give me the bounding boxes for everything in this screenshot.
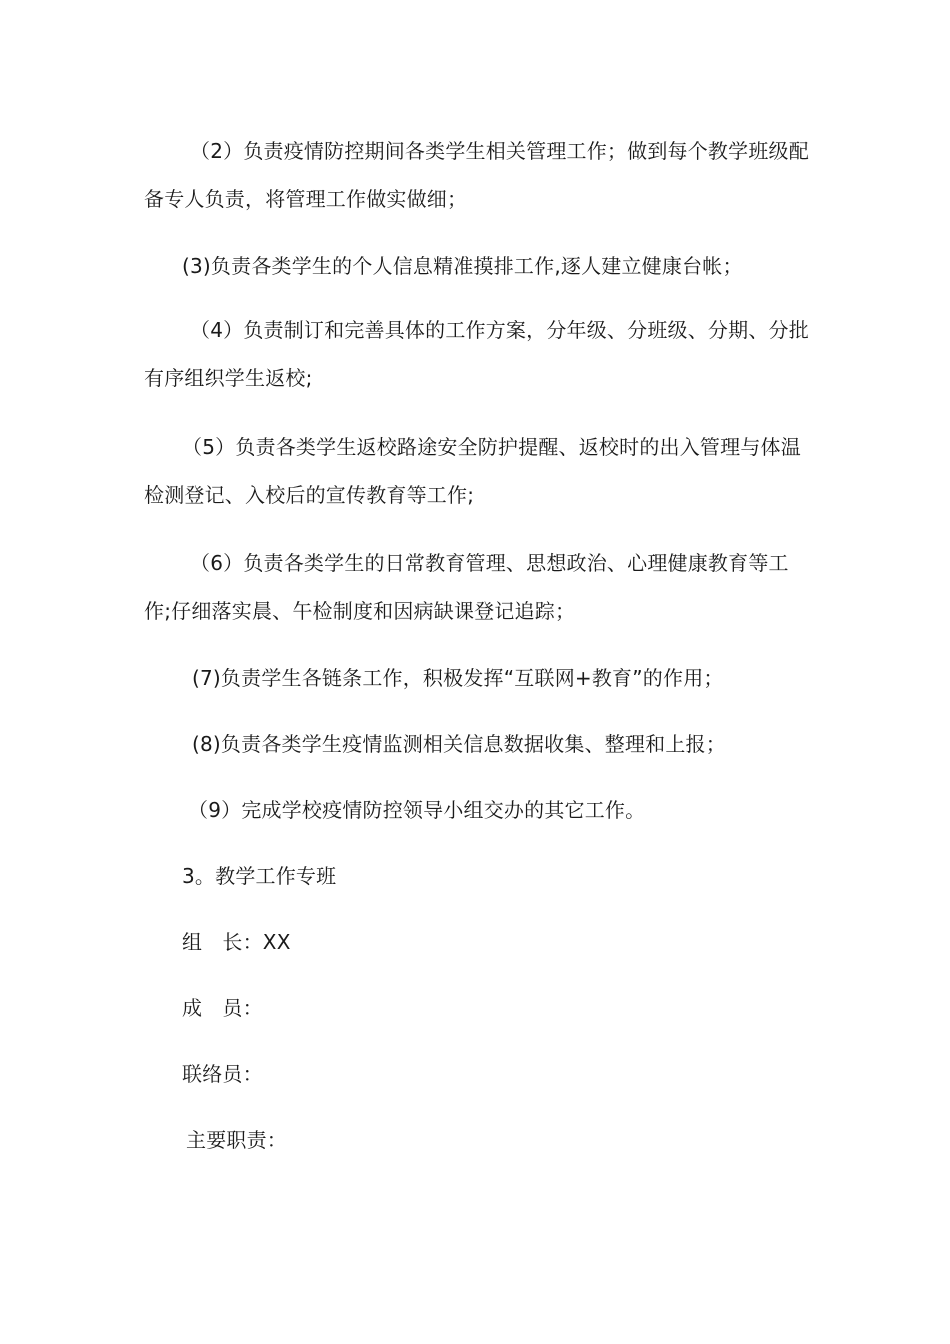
paragraph-duty-4: （4）负责制订和完善具体的工作方案，分年级、分班级、分期、分批有序组织学生返校; xyxy=(144,318,809,390)
paragraph-duty-5: （5）负责各类学生返校路途安全防护提醒、返校时的出入管理与体温检测登记、入校后的宣传教育等工作; xyxy=(144,435,801,507)
paragraph-duty-9: （9）完成学校疫情防控领导小组交办的其它工作。 xyxy=(188,798,646,822)
section-heading: 3。教学工作专班 xyxy=(182,864,337,888)
paragraph-duty-3: (3)负责各类学生的个人信息精准摸排工作,逐人建立健康台帐； xyxy=(182,254,743,278)
paragraph-duty-7: (7)负责学生各链条工作，积极发挥“互联网+教育”的作用； xyxy=(192,666,724,690)
duties-heading: 主要职责： xyxy=(186,1128,287,1152)
members-line: 成 员： xyxy=(182,996,263,1020)
liaison-line: 联络员： xyxy=(182,1062,263,1086)
leader-line: 组 长：XX xyxy=(182,930,291,954)
paragraph-duty-6: （6）负责各类学生的日常教育管理、思想政治、心理健康教育等工作;仔细落实晨、午检制度和因病缺课登记追踪； xyxy=(144,551,789,623)
paragraph-duty-2: （2）负责疫情防控期间各类学生相关管理工作；做到每个教学班级配备专人负责，将管理工作做实做细； xyxy=(144,139,809,211)
paragraph-duty-8: (8)负责各类学生疫情监测相关信息数据收集、整理和上报； xyxy=(192,732,726,756)
